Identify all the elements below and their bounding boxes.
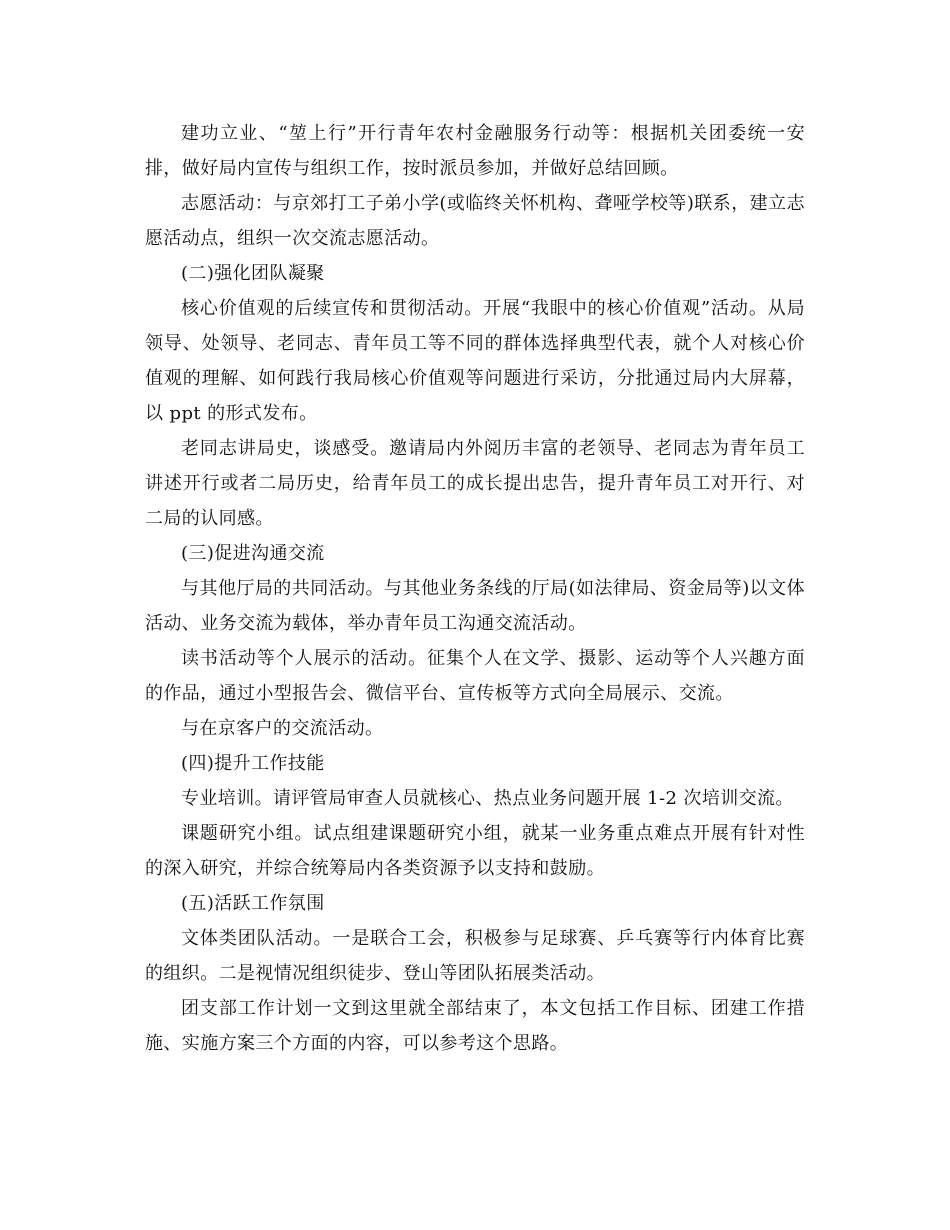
body-paragraph: 课题研究小组。试点组建课题研究小组，就某一业务重点难点开展有针对性的深入研究，并综合统筹局内各类资源予以支持和鼓励。 [145,823,805,879]
section-heading: (五)活跃工作氛围 [181,893,325,914]
body-paragraph: 文体类团队活动。一是联合工会，积极参与足球赛、乒乓赛等行内体育比赛的组织。二是视情况组织徒步、登山等团队拓展类活动。 [145,928,805,984]
section-heading: (四)提升工作技能 [181,753,325,774]
body-paragraph: 与其他厅局的共同活动。与其他业务条线的厅局(如法律局、资金局等)以文体活动、业务交流为载体，举办青年员工沟通交流活动。 [145,578,805,634]
document-body [145,116,805,1061]
body-paragraph: 建功立业、“堃上行”开行青年农村金融服务行动等：根据机关团委统一安排，做好局内宣传与组织工作，按时派员参加，并做好总结回顾。 [145,123,805,179]
body-paragraph: 团支部工作计划一文到这里就全部结束了，本文包括工作目标、团建工作措施、实施方案三个方面的内容，可以参考这个思路。 [145,998,805,1054]
body-paragraph: 专业培训。请评管局审查人员就核心、热点业务问题开展 1-2 次培训交流。 [181,788,794,809]
section-heading: (三)促进沟通交流 [181,543,325,564]
body-paragraph: 老同志讲局史，谈感受。邀请局内外阅历丰富的老领导、老同志为青年员工讲述开行或者二局历史，给青年员工的成长提出忠告，提升青年员工对开行、对二局的认同感。 [145,438,805,529]
body-paragraph: 核心价值观的后续宣传和贯彻活动。开展“我眼中的核心价值观”活动。从局领导、处领导、老同志、青年员工等不同的群体选择典型代表，就个人对核心价值观的理解、如何践行我局核心价值观等问题进行采访，分批通过局内大屏幕，以 ppt 的形式发布。 [145,298,805,424]
body-paragraph: 志愿活动：与京郊打工子弟小学(或临终关怀机构、聋哑学校等)联系，建立志愿活动点，组织一次交流志愿活动。 [145,193,805,249]
body-paragraph: 与在京客户的交流活动。 [181,718,384,739]
body-paragraph: 读书活动等个人展示的活动。征集个人在文学、摄影、运动等个人兴趣方面的作品，通过小型报告会、微信平台、宣传板等方式向全局展示、交流。 [145,648,805,704]
section-heading: (二)强化团队凝聚 [181,263,325,284]
